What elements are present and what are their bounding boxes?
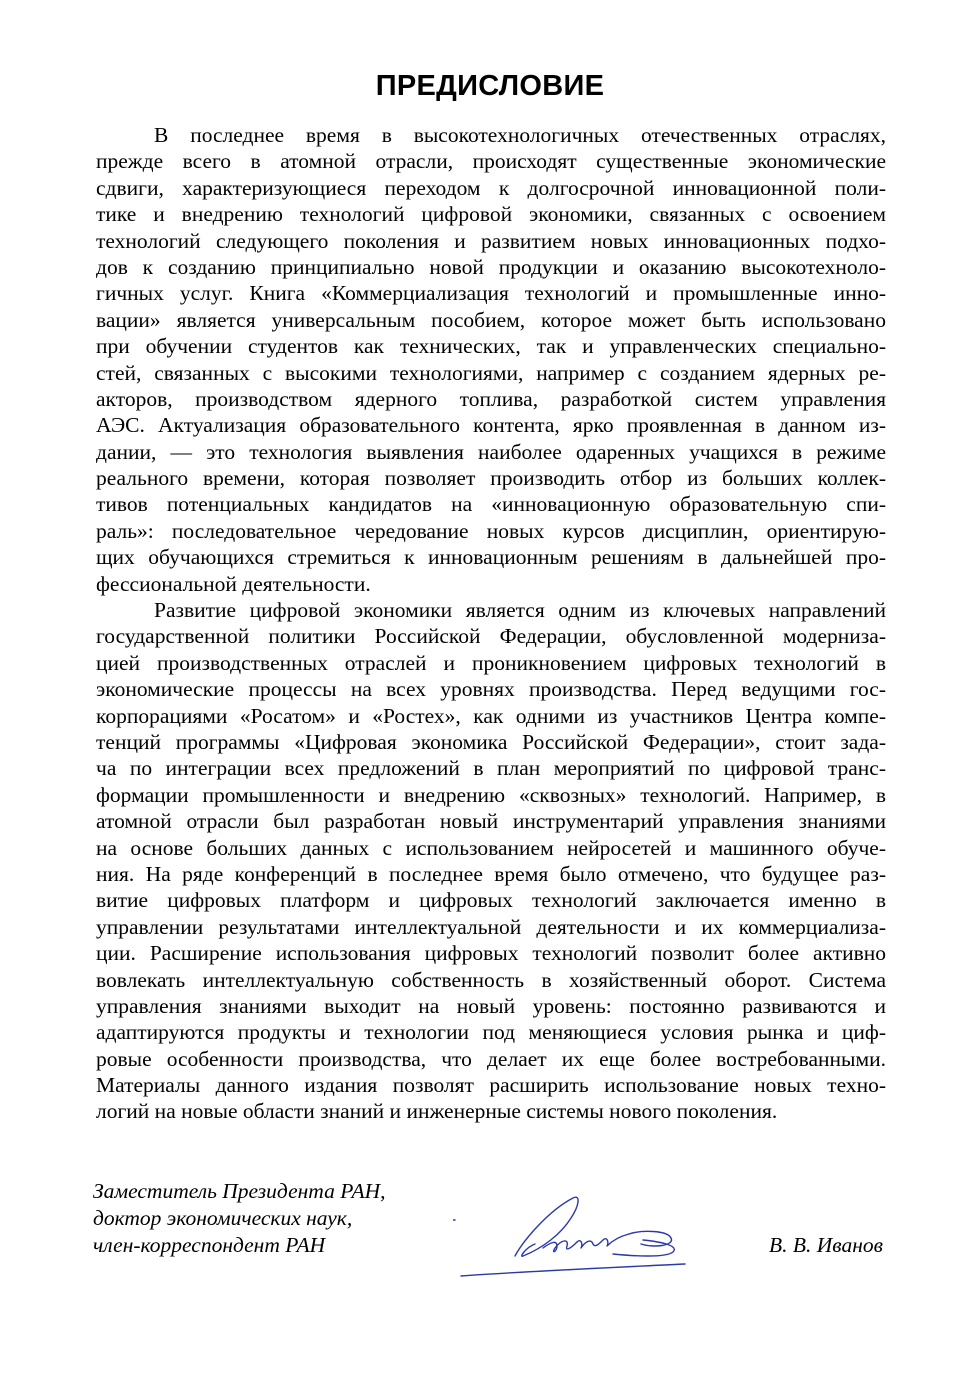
text-line: тенций программы «Цифровая экономика Российской Федерации», стоит зада- <box>96 729 886 754</box>
text-line: В последнее время в высокотехнологичных отечественных отраслях, <box>154 123 886 147</box>
text-line: на основе больших данных с использованием нейросетей и машинного обуче- <box>96 835 886 860</box>
text-line: ровые особенности производства, что делает их еще более востребованными. <box>96 1046 886 1071</box>
text-line: технологий следующего поколения и развитием новых инновационных подхо- <box>96 228 886 253</box>
text-line: при обучении студентов как технических, так и управленческих специально- <box>96 334 886 359</box>
text-line: ции. Расширение использования цифровых технологий позволит более активно <box>96 941 886 966</box>
text-line: государственной политики Российской Федерации, обусловленной модерниза- <box>96 624 886 649</box>
text-line: раль»: последовательное чередование новых курсов дисциплин, ориентирую- <box>96 518 886 543</box>
paragraph-1 <box>96 122 886 597</box>
signatory-position-line-1: Заместитель Президента РАН, <box>93 1179 386 1203</box>
text-line: экономические процессы на всех уровнях производства. Перед ведущими гос- <box>96 677 886 702</box>
text-line: тивов потенциальных кандидатов на «инновационную образовательную спи- <box>96 492 886 517</box>
page-title: ПРЕДИСЛОВИЕ <box>375 70 605 102</box>
text-line: гичных услуг. Книга «Коммерциализация технологий и промышленные инно- <box>96 281 886 306</box>
text-line: реального времени, которая позволяет производить отбор из больших коллек- <box>96 466 886 491</box>
text-line: тике и внедрению технологий цифровой экономики, связанных с освоением <box>96 202 886 227</box>
signatory-credentials <box>93 1178 385 1259</box>
text-line: цией производственных отраслей и проникновением цифровых технологий в <box>96 650 886 675</box>
text-line: дов к созданию принципиально новой продукции и оказанию высокотехноло- <box>96 254 886 279</box>
preface-body <box>96 122 886 1125</box>
text-line: фессиональной деятельности. <box>96 571 371 596</box>
text-line: стей, связанных с высокими технологиями, например с созданием ядерных ре- <box>96 360 886 385</box>
paragraph-2 <box>96 597 886 1125</box>
signature-block <box>93 1178 893 1288</box>
signatory-name: В. В. Иванов <box>769 1233 883 1257</box>
signatory-position-line-2: доктор экономических наук, <box>93 1206 353 1230</box>
text-line: атомной отрасли был разработан новый инструментарий управления знаниями <box>96 809 886 834</box>
text-line: управлении результатами интеллектуальной деятельности и их коммерциализа- <box>96 914 886 939</box>
text-line: АЭС. Актуализация образовательного контента, ярко проявленная в данном из- <box>96 413 886 438</box>
text-line: вовлекать интеллектуальную собственность в хозяйственный оборот. Система <box>96 967 886 992</box>
text-line: вации» является универсальным пособием, которое может быть использовано <box>96 307 886 332</box>
text-line: корпорациями «Росатом» и «Ростех», как одними из участников Центра компе- <box>96 703 886 728</box>
text-line: дании, — это технология выявления наиболее одаренных учащихся в режиме <box>96 439 886 464</box>
text-line: сдвиги, характеризующиеся переходом к долгосрочной инновационной поли- <box>96 175 886 200</box>
text-line: прежде всего в атомной отрасли, происходят существенные экономические <box>96 149 886 174</box>
text-line: акторов, производством ядерного топлива, разработкой систем управления <box>96 386 886 411</box>
text-line: ния. На ряде конференций в последнее время было отмечено, что будущее раз- <box>96 861 886 886</box>
text-line: управления знаниями выходит на новый уровень: постоянно развиваются и <box>96 993 886 1018</box>
signatory-position-line-3: член-корреспондент РАН <box>93 1233 326 1257</box>
handwritten-signature <box>453 1186 703 1286</box>
text-line: адаптируются продукты и технологии под меняющиеся условия рынка и циф- <box>96 1020 886 1045</box>
text-line: формации промышленности и внедрению «сквозных» технологий. Например, в <box>96 782 886 807</box>
text-line: Развитие цифровой экономики является одним из ключевых направлений <box>154 598 886 623</box>
text-line: витие цифровых платформ и цифровых технологий заключается именно в <box>96 888 886 913</box>
text-line: логий на новые области знаний и инженерные системы нового поколения. <box>96 1099 778 1124</box>
text-line: ча по интеграции всех предложений в план мероприятий по цифровой транс- <box>96 756 886 781</box>
text-line: щих обучающихся стремиться к инновационным решениям в дальнейшей про- <box>96 545 886 570</box>
text-line: Материалы данного издания позволят расширить использование новых техно- <box>96 1073 886 1098</box>
